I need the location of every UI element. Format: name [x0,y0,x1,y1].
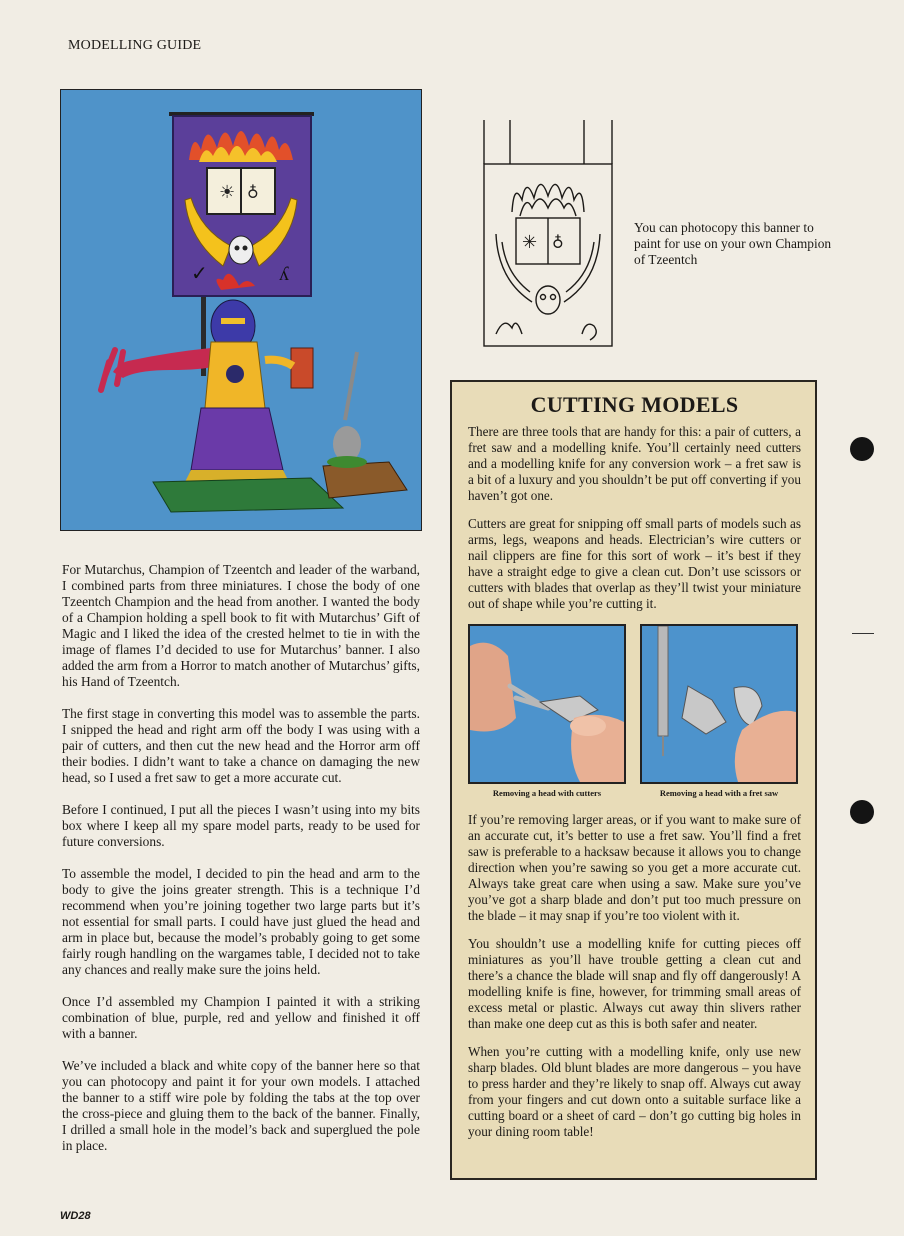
fold-mark [852,633,874,634]
running-header: MODELLING GUIDE [68,38,202,53]
svg-text:♁: ♁ [247,183,259,200]
fret-saw-photo [640,624,798,784]
article-paragraph: The first stage in converting this model was to assemble the parts. I snipped the head and right arm off the body I was using with a pair of cutters, and then cut the new head and the Horror arm off their bodies. I didn’t want to take a chance on damaging the new head, so I used a fret saw to get a more accurate cut. [62,706,420,785]
article-paragraph: Before I continued, I put all the pieces I wasn’t using into my bits box where I keep all my spare model parts, ready to be used for future conversions. [62,802,420,849]
sidebar-paragraph: When you’re cutting with a modelling knife, only use new sharp blades. Old blunt blades are more dangerous – you have to press harder and they’re likely to snap off. Always cut away from your fingers and cut down onto a suitable surface like a cutting board or a sheet of card – don’t go cutting big holes in your dining room table! [468,1044,801,1139]
cutters-photo [468,624,626,784]
svg-text:♁: ♁ [552,233,564,250]
svg-text:✳: ✳ [522,232,538,252]
champion-miniature-photo [60,89,422,531]
cutters-caption: Removing a head with cutters [492,788,602,798]
article-body [62,562,420,1170]
fret-saw-caption: Removing a head with a fret saw [659,788,779,798]
sidebar-title: CUTTING MODELS [530,392,739,417]
banner-caption: You can photocopy this banner to paint for use on your own Champion of Tzeentch [634,220,832,267]
article-paragraph: For Mutarchus, Champion of Tzeentch and leader of the warband, I combined parts from three miniatures. I chose the body of one Tzeentch Champion and the head from another. I wanted the body of a Champion holding a spell book to fit with Mutarchus’ Gift of Magic and I liked the idea of the crested helmet to tie in with the image of flames I’d decided to use for Mutarchus’ banner. I also added the arm from a Horror to match another of Mutarchus’ gifts, his Hand of Tzeentch. [62,562,420,689]
sidebar-paragraph: You shouldn’t use a modelling knife for cutting pieces off miniatures as you’ll have trouble getting a clean cut and there’s a chance the blade will snap and fly off dangerously! A modelling knife is fine, however, for trimming small areas of excess metal or plastic. Always cut away thin slivers rather than make one deep cut as this is both safer and neater. [468,936,801,1031]
tool-photos [468,624,801,800]
cutting-models-sidebar [450,380,817,1180]
banner-template-drawing [482,120,614,348]
binder-hole [850,800,874,824]
article-paragraph: We’ve included a black and white copy of the banner here so that you can photocopy and paint it for your own models. I attached the banner to a stiff wire pole by folding the tabs at the top over the cross-piece and gluing them to the back of the banner. Finally, I drilled a small hole in the model’s back and superglued the pole in place. [62,1058,420,1153]
sidebar-paragraph: If you’re removing larger areas, or if you want to make sure of an accurate cut, it’s better to use a fret saw. You’ll find a fret saw is preferable to a hacksaw because it allows you to change direction when you’re sawing so you get a more accurate cut. Always take great care when using a saw. Make sure you’ve you’ve got a sharp blade and don’t put too much pressure on the blade – it may snap if you’re too violent with it. [468,812,801,923]
sidebar-paragraph: Cutters are great for snipping off small parts of models such as arms, legs, weapons and heads. Electrician’s wire cutters or nail clippers are fine for this sort of work – it’s best if they have a straight edge to give a clean cut. Don’t use scissors or cutters with blades that overlap as they’ll twist your miniature out of shape while you’re cutting it. [468,516,801,611]
article-paragraph: Once I’d assembled my Champion I painted it with a striking combination of blue, purple, red and yellow and finished it off with a banner. [62,994,420,1041]
svg-text:☀: ☀ [219,182,236,202]
binder-hole [850,437,874,461]
svg-text:✓: ✓ [191,263,208,285]
page-number: WD28 [60,1210,91,1222]
svg-text:ʎ: ʎ [279,263,289,285]
article-paragraph: To assemble the model, I decided to pin the head and arm to the body to give the joins greater strength. This is a technique I’d recommend when you’re joining together two large parts but it’s not essential for small parts. I could have just glued the head and arm in place but, because the model’s probably going to get some fairly rough handling on the wargames table, I decided not to take any chances and really make sure the joins held. [62,866,420,977]
sidebar-paragraph: There are three tools that are handy for this: a pair of cutters, a fret saw and a modelling knife. You’ll certainly need cutters and a modelling knife for any conversion work – a fret saw is a bit of a luxury and you shouldn’t be put off converting if you haven’t got one. [468,424,801,503]
